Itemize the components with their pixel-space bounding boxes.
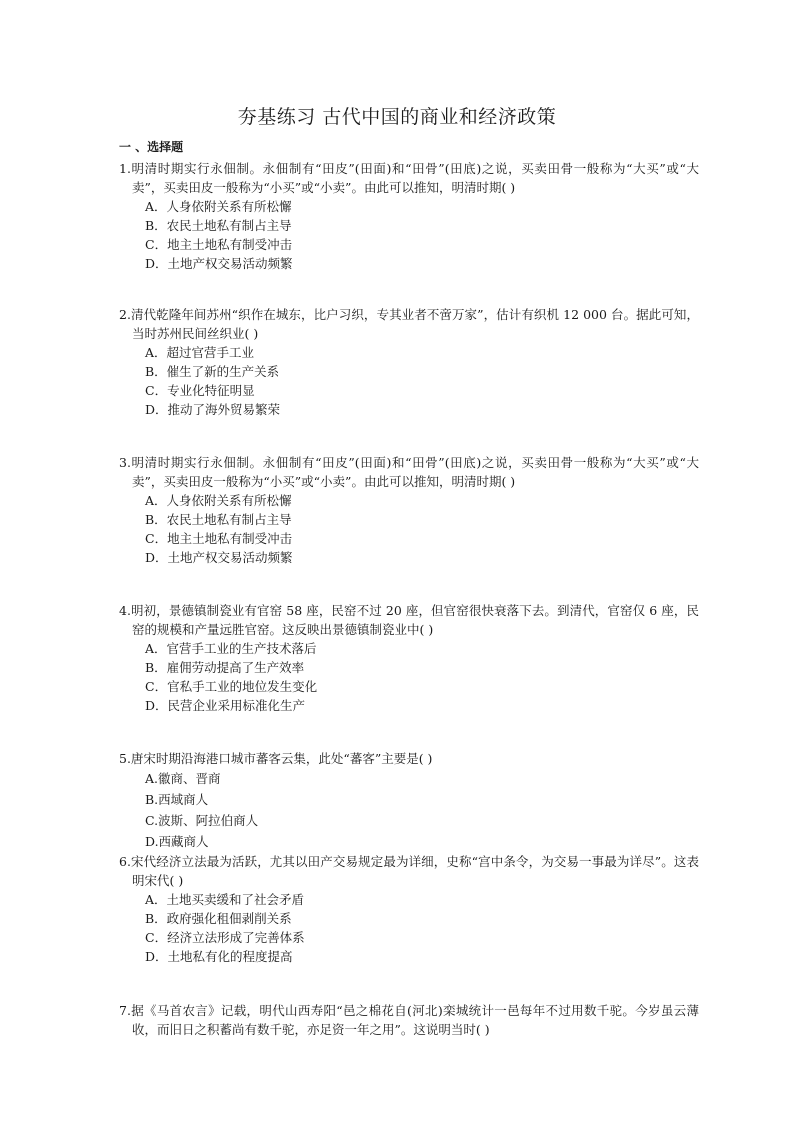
question-4 [119, 601, 699, 715]
option-b: B．政府强化租佃剥削关系 [145, 911, 292, 926]
option-d: D．民营企业采用标准化生产 [145, 698, 306, 713]
option-a: A．土地买卖缓和了社会矛盾 [145, 892, 305, 907]
question-7 [119, 1001, 699, 1039]
question-3 [119, 453, 699, 567]
page-title: 夯基练习 古代中国的商业和经济政策 [237, 106, 557, 128]
option-b: B．雇佣劳动提高了生产效率 [145, 660, 305, 675]
question-stem: 3.明清时期实行永佃制。永佃制有“田皮”(田面)和“田骨”(田底)之说，买卖田骨一般称为“大买”或“大卖”，买卖田皮一般称为“小买”或“小卖”。由此可以推知，明清时期( ) [119, 455, 699, 489]
option-d: D．土地私有化的程度提高 [145, 949, 293, 964]
option-a: A.徽商、晋商 [145, 771, 221, 786]
option-b: B.西域商人 [145, 792, 209, 807]
option-c: C．专业化特征明显 [145, 383, 255, 398]
question-stem: 1.明清时期实行永佃制。永佃制有“田皮”(田面)和“田骨”(田底)之说，买卖田骨一般称为“大买”或“大卖”，买卖田皮一般称为“小买”或“小卖”。由此可以推知，明清时期( ) [119, 161, 699, 195]
section-heading: 一 、选择题 [119, 140, 184, 154]
question-1 [119, 159, 699, 273]
option-b: B．农民土地私有制占主导 [145, 512, 292, 527]
option-d: D．土地产权交易活动频繁 [145, 256, 293, 271]
option-c: C．经济立法形成了完善体系 [145, 930, 305, 945]
option-c: C．官私手工业的地位发生变化 [145, 679, 318, 694]
question-5 [119, 749, 699, 852]
question-2 [119, 305, 699, 419]
option-b: B．催生了新的生产关系 [145, 364, 280, 379]
question-stem: 6.宋代经济立法最为活跃，尤其以田产交易规定最为详细，史称“宫中条令，为交易一事最为详尽”。这表明宋代( ) [119, 854, 699, 888]
option-a: A．官营手工业的生产技术落后 [145, 641, 317, 656]
option-c: C.波斯、阿拉伯商人 [145, 813, 259, 828]
option-d: D.西藏商人 [145, 834, 209, 849]
question-stem: 7.据《马首农言》记载，明代山西寿阳“邑之棉花自(河北)栾城统计一邑每年不过用数千驼。今岁虽云薄收，而旧日之积蓄尚有数千驼，亦足资一年之用”。这说明当时( ) [119, 1003, 699, 1037]
option-d: D．土地产权交易活动频繁 [145, 550, 293, 565]
question-stem: 4.明初，景德镇制瓷业有官窑 58 座，民窑不过 20 座，但官窑很快衰落下去。到清代，官窑仅 6 座，民窑的规模和产量远胜官窑。这反映出景德镇制瓷业中( ) [119, 603, 699, 637]
option-c: C．地主土地私有制受冲击 [145, 237, 293, 252]
question-stem: 2.清代乾隆年间苏州“织作在城东，比户习织，专其业者不啻万家”，估计有织机 12 000 台。据此可知，当时苏州民间丝织业( ) [119, 307, 699, 341]
option-d: D．推动了海外贸易繁荣 [145, 402, 281, 417]
option-a: A．人身依附关系有所松懈 [145, 493, 292, 508]
option-b: B．农民土地私有制占主导 [145, 218, 292, 233]
option-a: A．超过官营手工业 [145, 345, 255, 360]
option-a: A．人身依附关系有所松懈 [145, 199, 292, 214]
option-c: C．地主土地私有制受冲击 [145, 531, 293, 546]
question-6 [119, 852, 699, 966]
question-stem: 5.唐宋时期沿海港口城市蕃客云集，此处“蕃客”主要是( ) [119, 751, 433, 766]
